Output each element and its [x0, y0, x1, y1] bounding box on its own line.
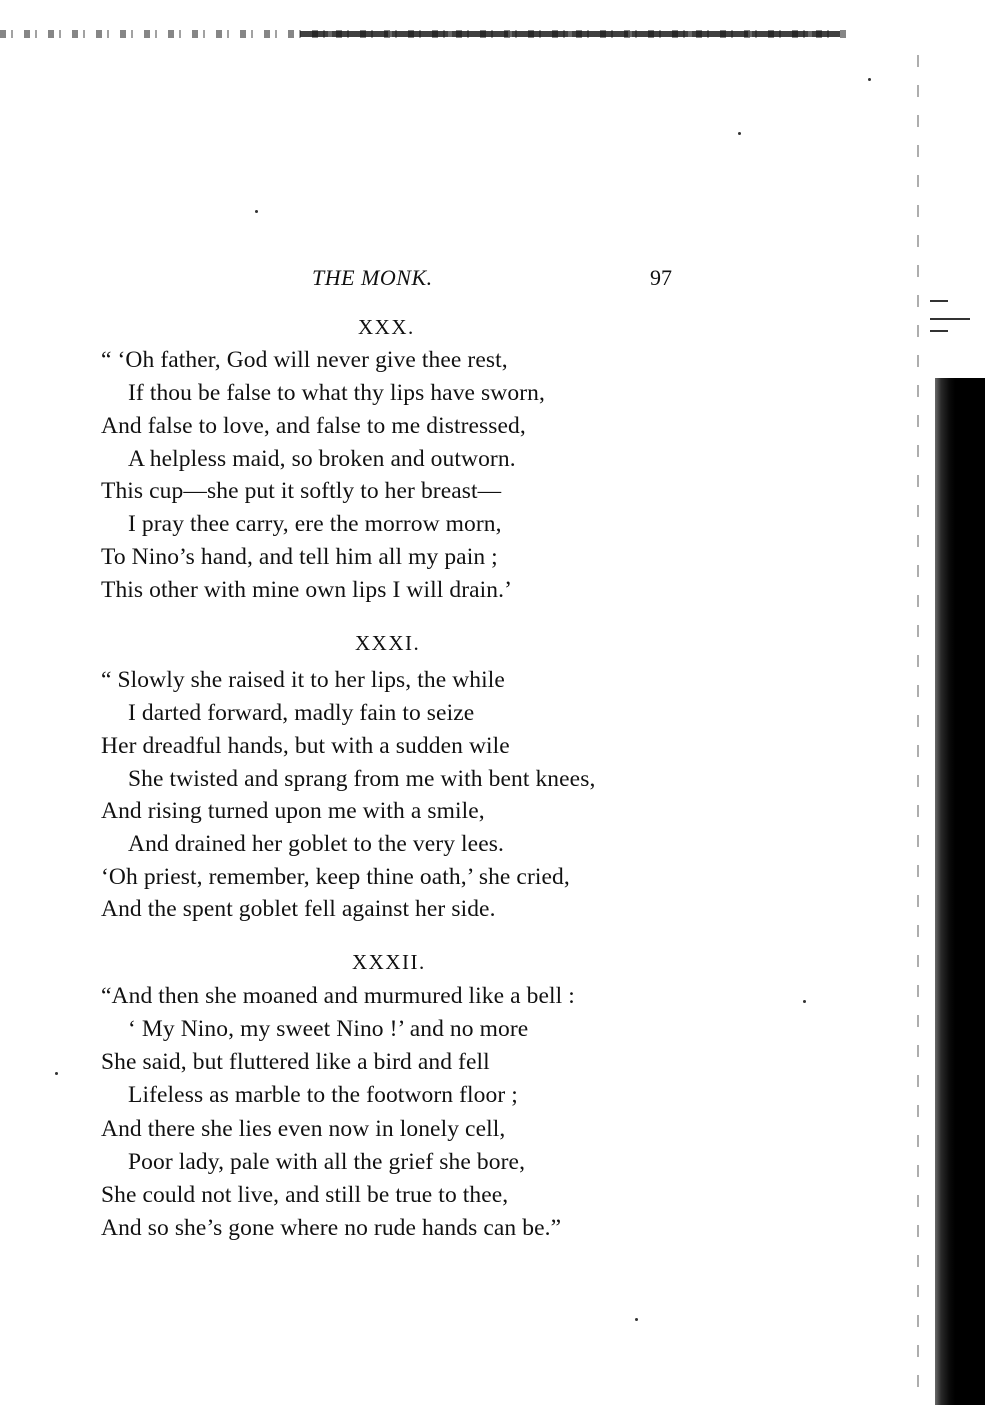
verse-line: To Nino’s hand, and tell him all my pain ; — [101, 544, 498, 570]
verse-line: I darted forward, madly fain to seize — [128, 700, 475, 726]
scan-speck — [803, 1000, 806, 1003]
verse-line: “ Slowly she raised it to her lips, the while — [101, 667, 505, 693]
scan-speck — [868, 78, 871, 81]
scan-tick-mark — [930, 330, 948, 332]
verse-line: She twisted and sprang from me with bent knees, — [128, 766, 596, 792]
scan-tick-mark — [930, 300, 948, 302]
verse-line: Lifeless as marble to the footworn floor ; — [128, 1082, 518, 1108]
verse-line: And so she’s gone where no rude hands can be.” — [101, 1215, 562, 1241]
scan-speck — [55, 1072, 58, 1075]
verse-line: If thou be false to what thy lips have sworn, — [128, 380, 545, 406]
verse-line: And the spent goblet fell against her side. — [101, 896, 496, 922]
scan-edge-dark-strip — [935, 378, 985, 1405]
verse-line: I pray thee carry, ere the morrow morn, — [128, 511, 502, 537]
verse-line: This cup—she put it softly to her breast— — [101, 478, 502, 504]
scan-speck — [635, 1318, 638, 1321]
verse-line: Poor lady, pale with all the grief she bore, — [128, 1149, 526, 1175]
verse-line: Her dreadful hands, but with a sudden wile — [101, 733, 510, 759]
scan-speck — [255, 210, 258, 213]
running-head — [100, 262, 680, 296]
stanza-number: XXXII. — [352, 950, 426, 974]
verse-line: She said, but fluttered like a bird and fell — [101, 1049, 490, 1075]
verse-line: She could not live, and still be true to thee, — [101, 1182, 509, 1208]
verse-line: And there she lies even now in lonely cell, — [101, 1116, 506, 1142]
scan-tick-mark — [930, 318, 970, 320]
verse-line: A helpless maid, so broken and outworn. — [128, 446, 516, 472]
verse-line: This other with mine own lips I will drain.’ — [101, 577, 513, 603]
verse-line: ‘ My Nino, my sweet Nino !’ and no more — [128, 1016, 529, 1042]
verse-line: ‘Oh priest, remember, keep thine oath,’ she cried, — [101, 864, 570, 890]
stanza-number: XXXI. — [355, 631, 421, 655]
verse-line: And rising turned upon me with a smile, — [101, 798, 485, 824]
verse-line: “And then she moaned and murmured like a bell : — [101, 983, 575, 1009]
verse-line: And false to love, and false to me distressed, — [101, 413, 526, 439]
scan-edge-right-rule — [917, 55, 919, 1395]
page-number: 97 — [650, 265, 672, 290]
verse-line: And drained her goblet to the very lees. — [128, 831, 504, 857]
stanza-number: XXX. — [358, 315, 415, 339]
scan-speck — [738, 132, 741, 135]
running-title: THE MONK. — [312, 265, 433, 290]
verse-line: “ ‘Oh father, God will never give thee rest, — [101, 347, 508, 373]
scan-edge-top-dark — [300, 31, 840, 37]
